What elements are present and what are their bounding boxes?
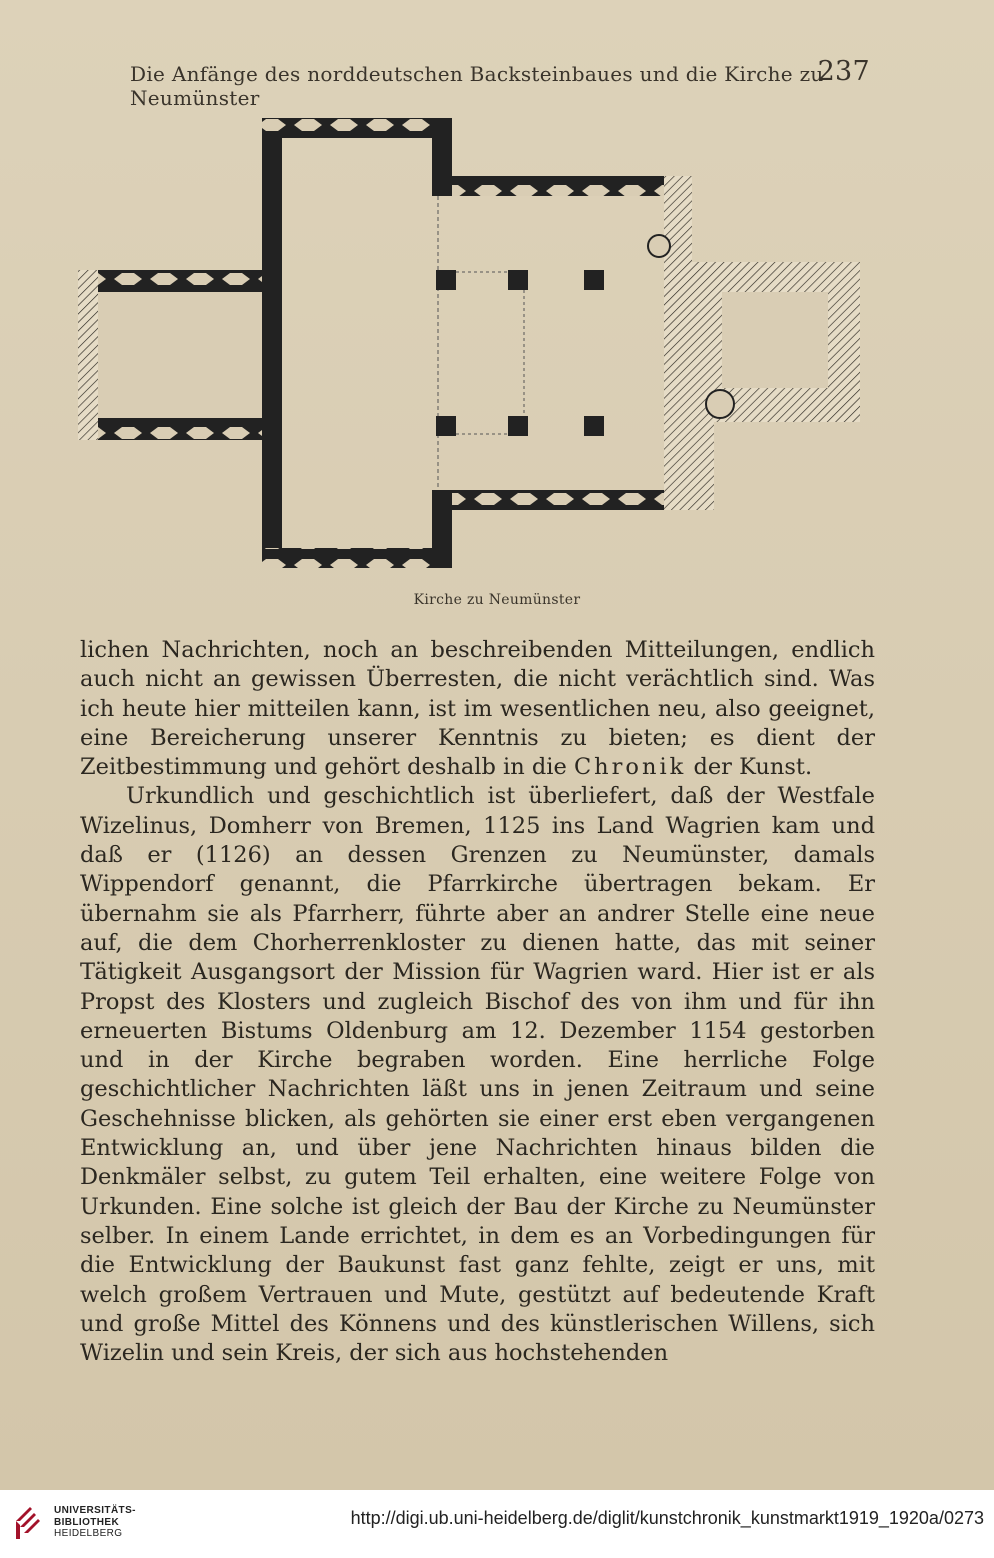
page-number: 237 bbox=[817, 56, 870, 87]
paragraph: Urkundlich und geschichtlich ist überliefert, daß der Westfale Wizelinus, Domherr von Bremen, 1125 ins Land Wagrien kam und daß er (1126) an dessen Grenzen zu Neumünster, damals Wippendorf genannt, die Pfarrkirche übertragen bekam. Er übernahm sie als Pfarrherr, führte aber an andrer Stelle eine neue auf, die dem Chorherrenkloster zu dienen hatte, das mit seiner Tätigkeit Ausgangsort der Mission für Wagrien ward. Hier ist er als Propst des Klosters und zugleich Bischof des von ihm und für ihn erneuerten Bistums Oldenburg am 12. Dezember 1154 gestorben und in der Kirche begraben worden. Eine herrliche Folge geschichtlicher Nachrichten läßt uns in jenen Zeitraum und seine Geschehnisse blicken, als gehörten sie einer erst eben vergangenen Entwicklung an, und über jene Nachrichten hinaus bilden die Denkmäler selbst, zu gutem Teil erhalten, eine weitere Folge von Urkunden. Eine solche ist gleich der Bau der Kirche zu Neumünster selber. In einem Lande errichtet, in dem es an Vorbedingungen für die Entwicklung der Baukunst fast ganz fehlte, zeigt er uns, mit welch großem Vertrauen und Mute, gestützt auf bedeutende Kraft und große Mittel des Könnens und des künstlerischen Willens, sich Wizelin und sein Kreis, der sich aus hochstehenden bbox=[80, 783, 875, 1367]
pier bbox=[436, 416, 456, 436]
east-hatched-wall bbox=[664, 176, 692, 510]
church-floor-plan bbox=[74, 114, 864, 574]
footer-bar bbox=[0, 1490, 994, 1558]
stair-circle bbox=[706, 390, 734, 418]
nave-north-wall bbox=[262, 118, 452, 138]
nave-south-wall bbox=[262, 548, 452, 568]
paragraph: lichen Nachrichten, noch an beschreibenden Mitteilungen, endlich auch nicht an gewissen Überresten, die nicht verächtlich sind. Was ich heute hier mitteilen kann, ist im wesentlichen neu, also geeignet, eine Bereicherung unserer Kenntnis zu bieten; es dient der Zeitbestimmung und gehört deshalb in die Chronik der Kunst. bbox=[80, 637, 875, 781]
pier bbox=[584, 416, 604, 436]
running-title: Die Anfänge des norddeutschen Backsteinbaues und die Kirche zu Neumünster bbox=[130, 62, 824, 110]
library-logo-icon bbox=[12, 1503, 48, 1543]
choir-south-wall bbox=[452, 490, 692, 510]
source-url-link[interactable]: http://digi.ub.uni-heidelberg.de/diglit/kunstchronik_kunstmarkt1919_1920a/0273 bbox=[350, 1508, 984, 1528]
choir-north-wall bbox=[452, 176, 692, 196]
body-text bbox=[80, 636, 875, 1368]
stair-circle bbox=[648, 235, 670, 257]
library-name: UNIVERSITÄTS- BIBLIOTHEK HEIDELBERG bbox=[54, 1505, 136, 1539]
emphasized-word: Chronik bbox=[573, 754, 687, 781]
pier bbox=[508, 416, 528, 436]
pier bbox=[508, 270, 528, 290]
pier bbox=[584, 270, 604, 290]
figure-caption: Kirche zu Neumünster bbox=[413, 592, 581, 608]
pier bbox=[436, 270, 456, 290]
running-head bbox=[130, 56, 870, 110]
